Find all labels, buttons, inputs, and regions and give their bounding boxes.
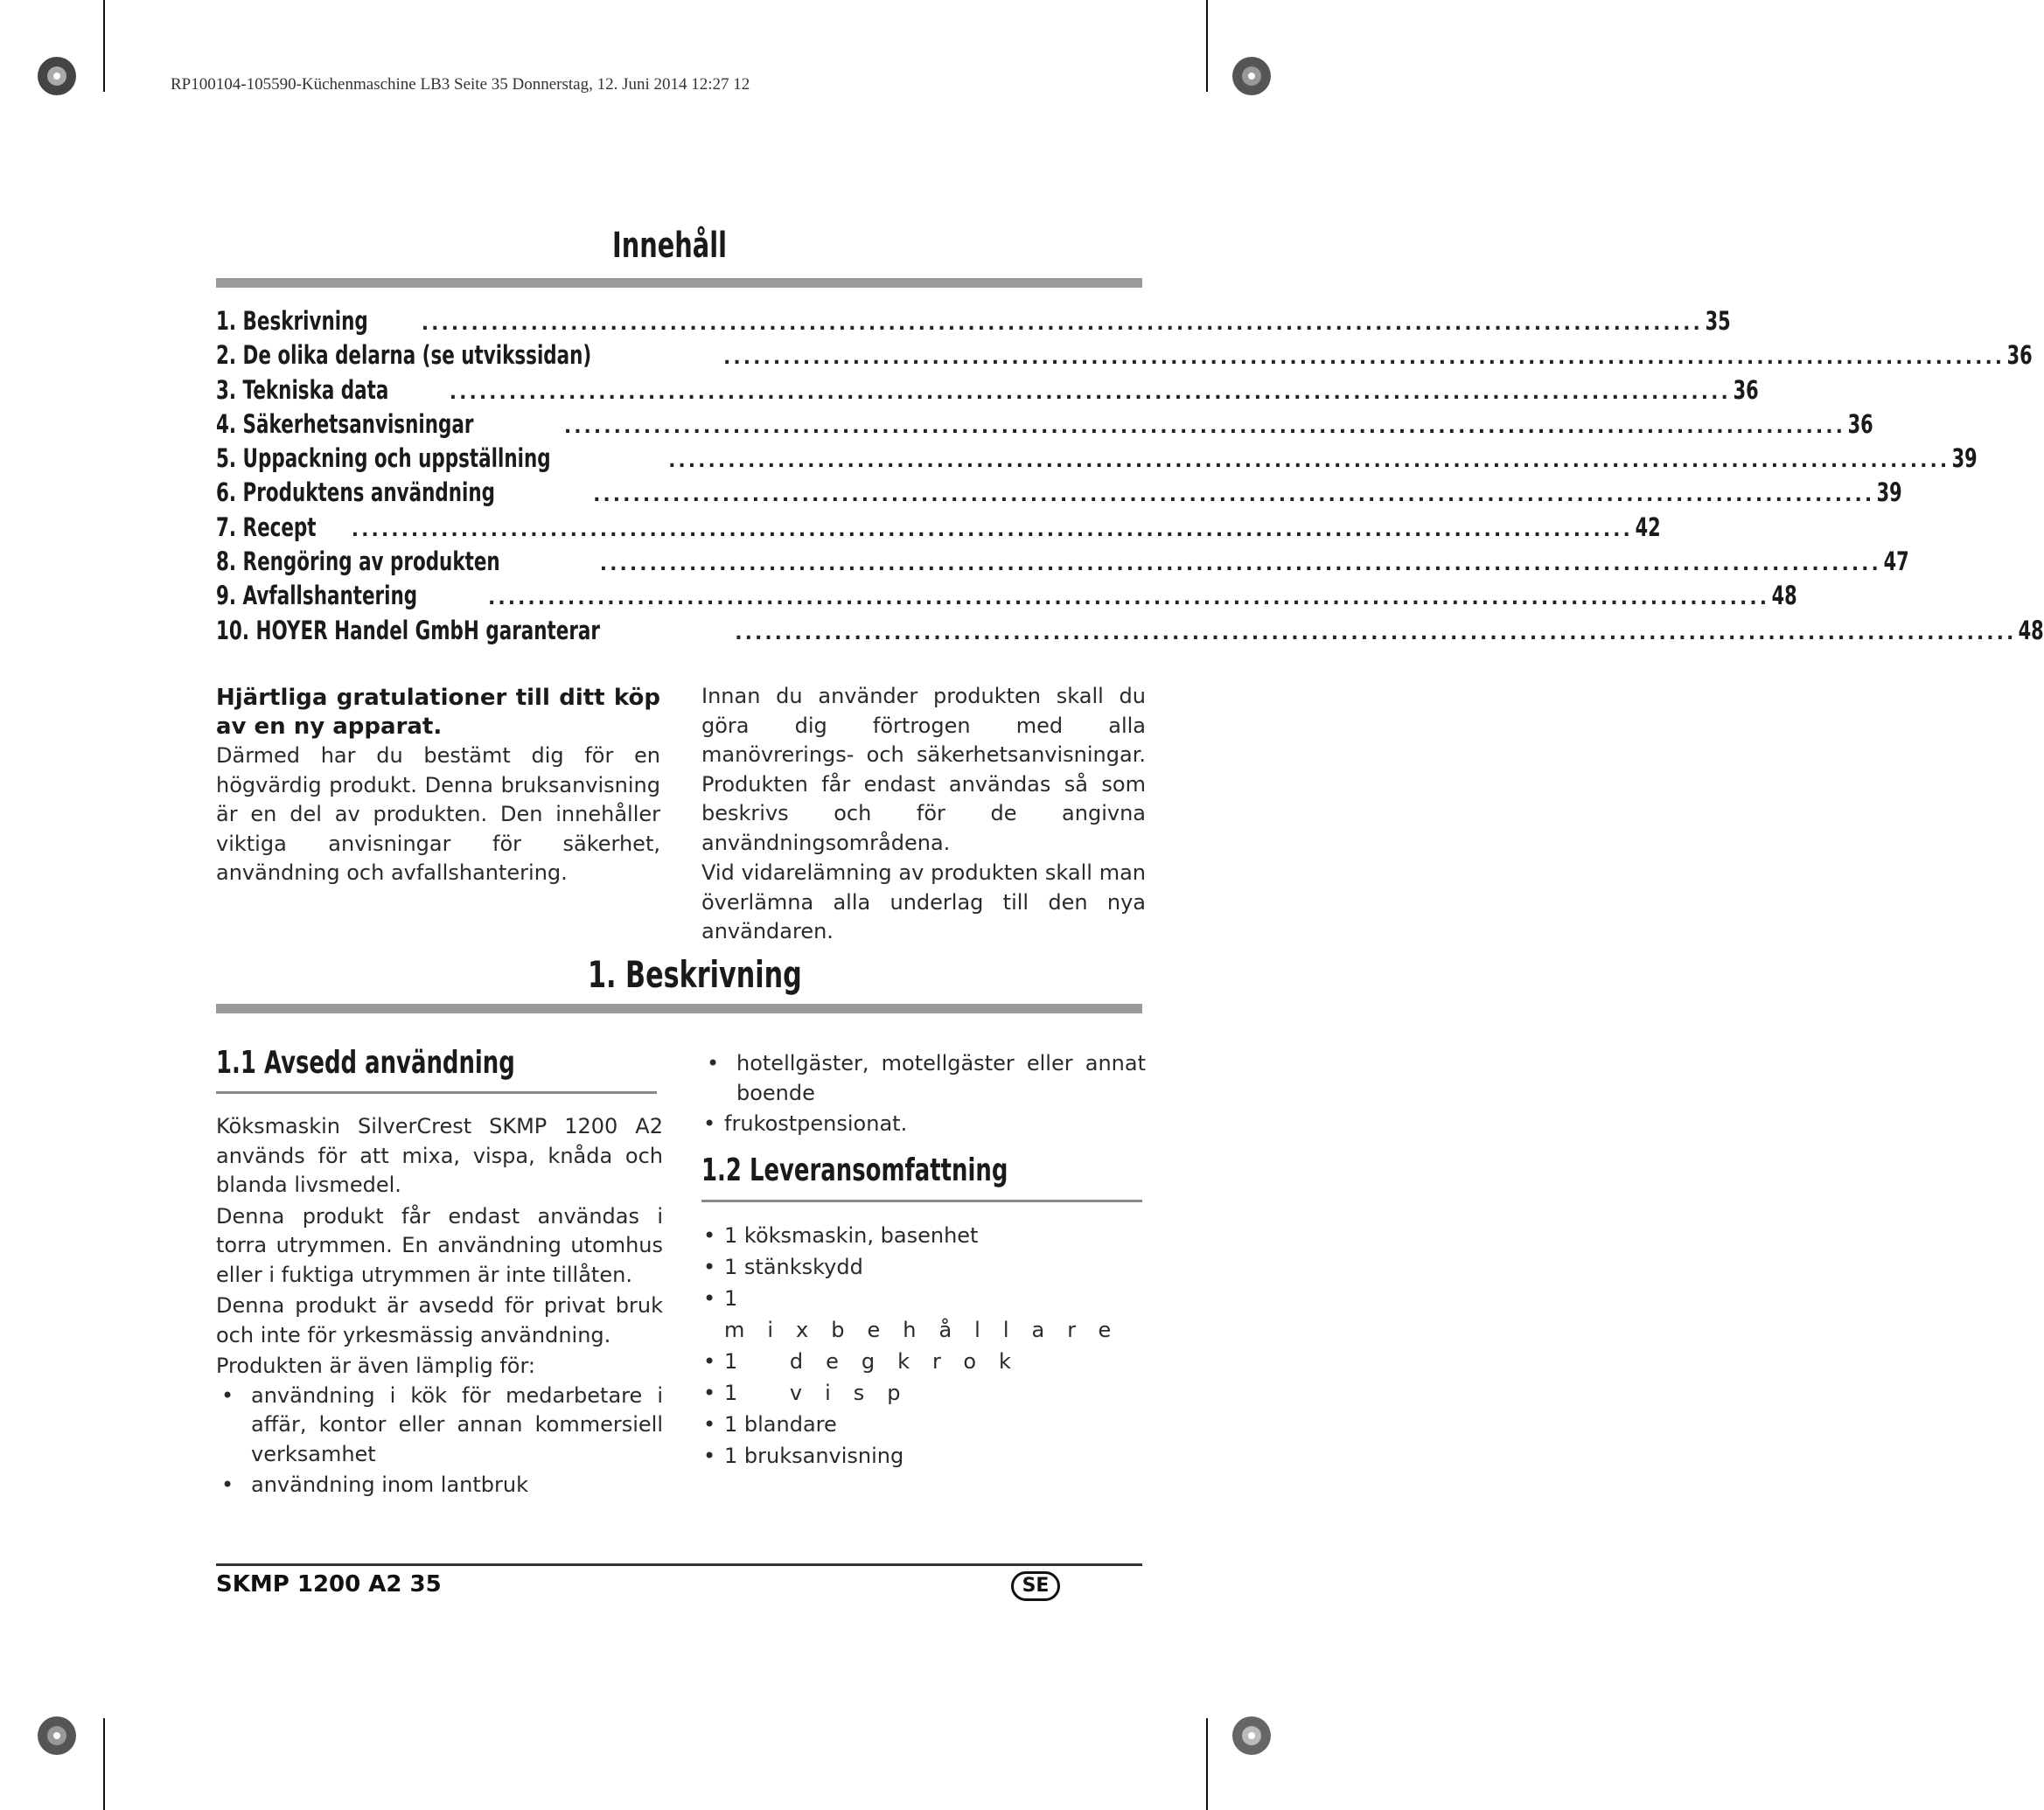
list-item: • 1 visp (701, 1377, 1146, 1409)
toc-entry[interactable] (216, 477, 1902, 512)
subsection-title-delivery-scope: 1.2 Leveransomfattning (701, 1152, 1008, 1188)
footer-rule (216, 1563, 1142, 1566)
subsection-rule (216, 1091, 657, 1094)
toc-entry[interactable] (216, 443, 1978, 477)
intro-heading: Hjärtliga gratulationer till ditt köp av en ny apparat. (216, 685, 660, 740)
star-target-bottom-right (1230, 1714, 1273, 1758)
toc-entry-page: 36 (2006, 340, 2033, 371)
toc-entry-label: 3. Tekniska data (216, 374, 389, 405)
toc-entry-page: 36 (1733, 374, 1759, 405)
toc-leader: ................................................................................................................................. (563, 415, 1845, 438)
toc-entry-label: 4. Säkerhetsanvisningar (216, 408, 474, 439)
intended-use-paragraph-2: Denna produkt får endast användas i torra utrymmen. En användning utomhus eller i fuktiga utrymmen är inte tillåten. (216, 1203, 663, 1287)
list-item: • hotellgäster, motellgäster eller annat boende (701, 1049, 1146, 1108)
list-item: • 1 köksmaskin, basenhet (701, 1220, 1146, 1251)
toc-leader: ................................................................................................................................. (599, 553, 1881, 576)
toc-entry-page: 35 (1705, 306, 1731, 336)
intended-use-paragraph-3: Denna produkt är avsedd för privat bruk och inte för yrkesmässig användning. (216, 1293, 663, 1347)
list-item: • 1 degkrok (701, 1346, 1146, 1377)
toc-entry-label: 5. Uppackning och uppställning (216, 443, 551, 474)
right-section-column (701, 1049, 1146, 1139)
toc-entry[interactable] (216, 340, 2033, 374)
toc-title: Innehåll (612, 226, 727, 266)
crop-line (1206, 0, 1208, 92)
intro-left-body: Därmed har du bestämt dig för en högvärdig produkt. Denna bruksanvisning är en del av produkten. Den innehåller viktiga anvisningar för säkerhet, användning och avfallshantering. (216, 743, 660, 885)
intro-right-column (701, 682, 1146, 947)
delivery-list (701, 1220, 1146, 1472)
suitable-uses-list (216, 1382, 663, 1500)
intended-use-paragraph-1: Köksmaskin SilverCrest SKMP 1200 A2 används för att mixa, vispa, knåda och blanda livsmedel. (216, 1114, 663, 1197)
list-item: • 1 stänkskydd (701, 1251, 1146, 1283)
suitable-uses-list-continued (701, 1049, 1146, 1108)
list-item: • användning i kök för medarbetare i affär, kontor eller annan kommersiell verksamhet (216, 1382, 663, 1470)
toc-entry-label: 2. De olika delarna (se utvikssidan) (216, 340, 592, 371)
section-title-bar (216, 1004, 1142, 1013)
crop-line (1206, 1718, 1208, 1810)
print-slug: RP100104-105590-Küchenmaschine LB3 Seite 35 Donnerstag, 12. Juni 2014 12:27 12 (171, 75, 750, 94)
toc-leader: ................................................................................................................................. (421, 313, 1703, 335)
toc-entry-label: 9. Avfallshantering (216, 581, 418, 611)
intro-right-paragraph-1: Innan du använder produkten skall du göra dig förtrogen med alla manövrerings- och säkerhetsanvisningar. Produkten får endast användas så som beskrivs och för de angivna användningsområdena. (701, 684, 1146, 855)
intro-left-column (216, 684, 660, 888)
star-target-bottom-left (35, 1714, 79, 1758)
toc-entry-label: 8. Rengöring av produkten (216, 546, 500, 577)
toc-entry-label: 6. Produktens användning (216, 477, 495, 508)
toc-entry-label: 1. Beskrivning (216, 306, 368, 336)
toc-entry[interactable] (216, 374, 1759, 409)
subsection-rule (701, 1200, 1142, 1202)
toc-entry-label: 10. HOYER Handel GmbH garanterar (216, 615, 601, 645)
list-item: • 1 blandare (701, 1409, 1146, 1440)
toc-leader: ................................................................................................................................. (735, 622, 2017, 644)
toc-entry[interactable] (216, 615, 2044, 650)
toc-entry-page: 36 (1847, 408, 1873, 439)
toc-entry-page: 48 (1771, 581, 1797, 611)
toc-entry[interactable] (216, 581, 1797, 615)
toc-leader: ................................................................................................................................. (668, 450, 1950, 473)
list-item: • användning inom lantbruk (216, 1471, 663, 1500)
toc-entry[interactable] (216, 306, 1731, 340)
language-badge: SE (1011, 1571, 1060, 1601)
intended-use-paragraph-4: Produkten är även lämplig för: (216, 1354, 536, 1378)
subsection-title-intended-use: 1.1 Avsedd användning (216, 1045, 515, 1081)
intended-use-column (216, 1112, 663, 1500)
toc-entry[interactable] (216, 546, 1909, 581)
toc-leader: ................................................................................................................................. (593, 484, 1875, 507)
suitable-uses-list-continued (701, 1110, 1146, 1139)
list-item: • 1 bruksanvisning (701, 1440, 1146, 1472)
toc-title-bar (216, 278, 1142, 288)
section-title: 1. Beskrivning (588, 953, 802, 996)
toc-leader: ................................................................................................................................. (351, 519, 1633, 541)
toc-entry-page: 42 (1635, 512, 1661, 542)
star-target-top-left (35, 54, 79, 98)
star-target-top-right (1230, 54, 1273, 98)
toc-entry[interactable] (216, 512, 1661, 546)
toc-entry-page: 39 (1876, 477, 1902, 508)
footer-model-page: SKMP 1200 A2 35 (216, 1571, 442, 1598)
toc-entry-page: 39 (1951, 443, 1978, 474)
delivery-column (701, 1220, 1146, 1472)
toc-entry-page: 48 (2018, 615, 2044, 645)
toc-leader: ................................................................................................................................. (487, 588, 1770, 610)
toc-entry-label: 7. Recept (216, 512, 317, 542)
list-item: • frukostpensionat. (701, 1110, 1146, 1139)
toc-leader: ................................................................................................................................. (723, 347, 2006, 370)
table-of-contents (216, 306, 2044, 650)
list-item: • 1 mixbehållare (701, 1283, 1146, 1346)
crop-line (103, 1718, 105, 1810)
toc-leader: ................................................................................................................................. (449, 381, 1731, 404)
toc-entry-page: 47 (1883, 546, 1909, 577)
toc-entry[interactable] (216, 408, 1873, 443)
intro-right-paragraph-2: Vid vidarelämning av produkten skall man överlämna alla underlag till den nya användaren. (701, 860, 1146, 943)
crop-line (103, 0, 105, 92)
